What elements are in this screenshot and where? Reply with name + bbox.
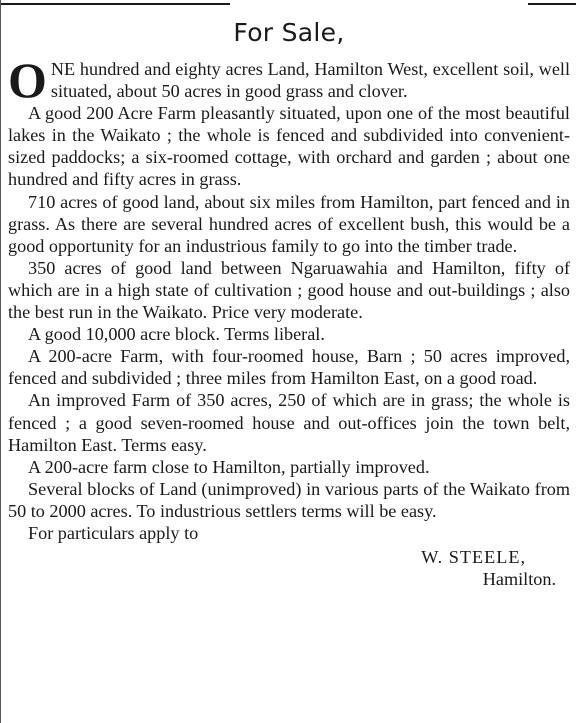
ad-signoff: For particulars apply to: [28, 522, 199, 543]
ad-paragraph-9: Several blocks of Land (unimproved) in various parts of the Waikato from 50 to 2000 acres. To industrious settlers terms will be easy.: [8, 478, 570, 521]
ad-body: [8, 52, 570, 590]
ad-paragraph-6: A 200-acre Farm, with four-roomed house, Barn ; 50 acres improved, fenced and subdivided ; three miles from Hamilton East, on a good road.: [8, 346, 570, 389]
signature-name: W. STEELE,: [421, 547, 526, 568]
ad-paragraph-7: An improved Farm of 350 acres, 250 of which are in grass; the whole is fenced ; a good seven-roomed house and out-offices join the town belt, Hamilton East. Terms easy.: [8, 390, 570, 455]
column-rule: [0, 0, 1, 723]
ad-paragraph-4: 350 acres of good land between Ngaruawahia and Hamilton, fifty of which are in a high state of cultivation ; good house and out-buildings ; also the best run in the Waikato. Price very moderate.: [8, 257, 570, 323]
for-sale-advertisement: [8, 0, 570, 590]
ad-paragraph-8: A 200-acre farm close to Hamilton, partially improved.: [28, 456, 430, 477]
ad-paragraph-5: A good 10,000 acre block. Terms liberal.: [28, 324, 325, 345]
ad-paragraph-2: A good 200 Acre Farm pleasantly situated, upon one of the most beautiful lakes in the Waikato ; the whole is fenced and subdivided into convenient-sized paddocks; a six-roomed cottage, with orchard and garden ; about one hundred and fifty acres in grass.: [8, 103, 570, 190]
drop-cap: O: [8, 52, 47, 108]
signature-place: Hamilton.: [482, 569, 556, 590]
ad-paragraph-1: [8, 52, 570, 108]
ad-paragraph-3: 710 acres of good land, about six miles from Hamilton, part fenced and in grass. As there are several hundred acres of excellent bush, this would be a good opportunity for an industrious family to go into the timber trade.: [8, 191, 570, 256]
ad-paragraph-1-text: NE hundred and eighty acres Land, Hamilton West, excellent soil, well situated, about 50 acres in good grass and clover.: [50, 59, 570, 102]
ad-title: For Sale,: [233, 18, 345, 47]
